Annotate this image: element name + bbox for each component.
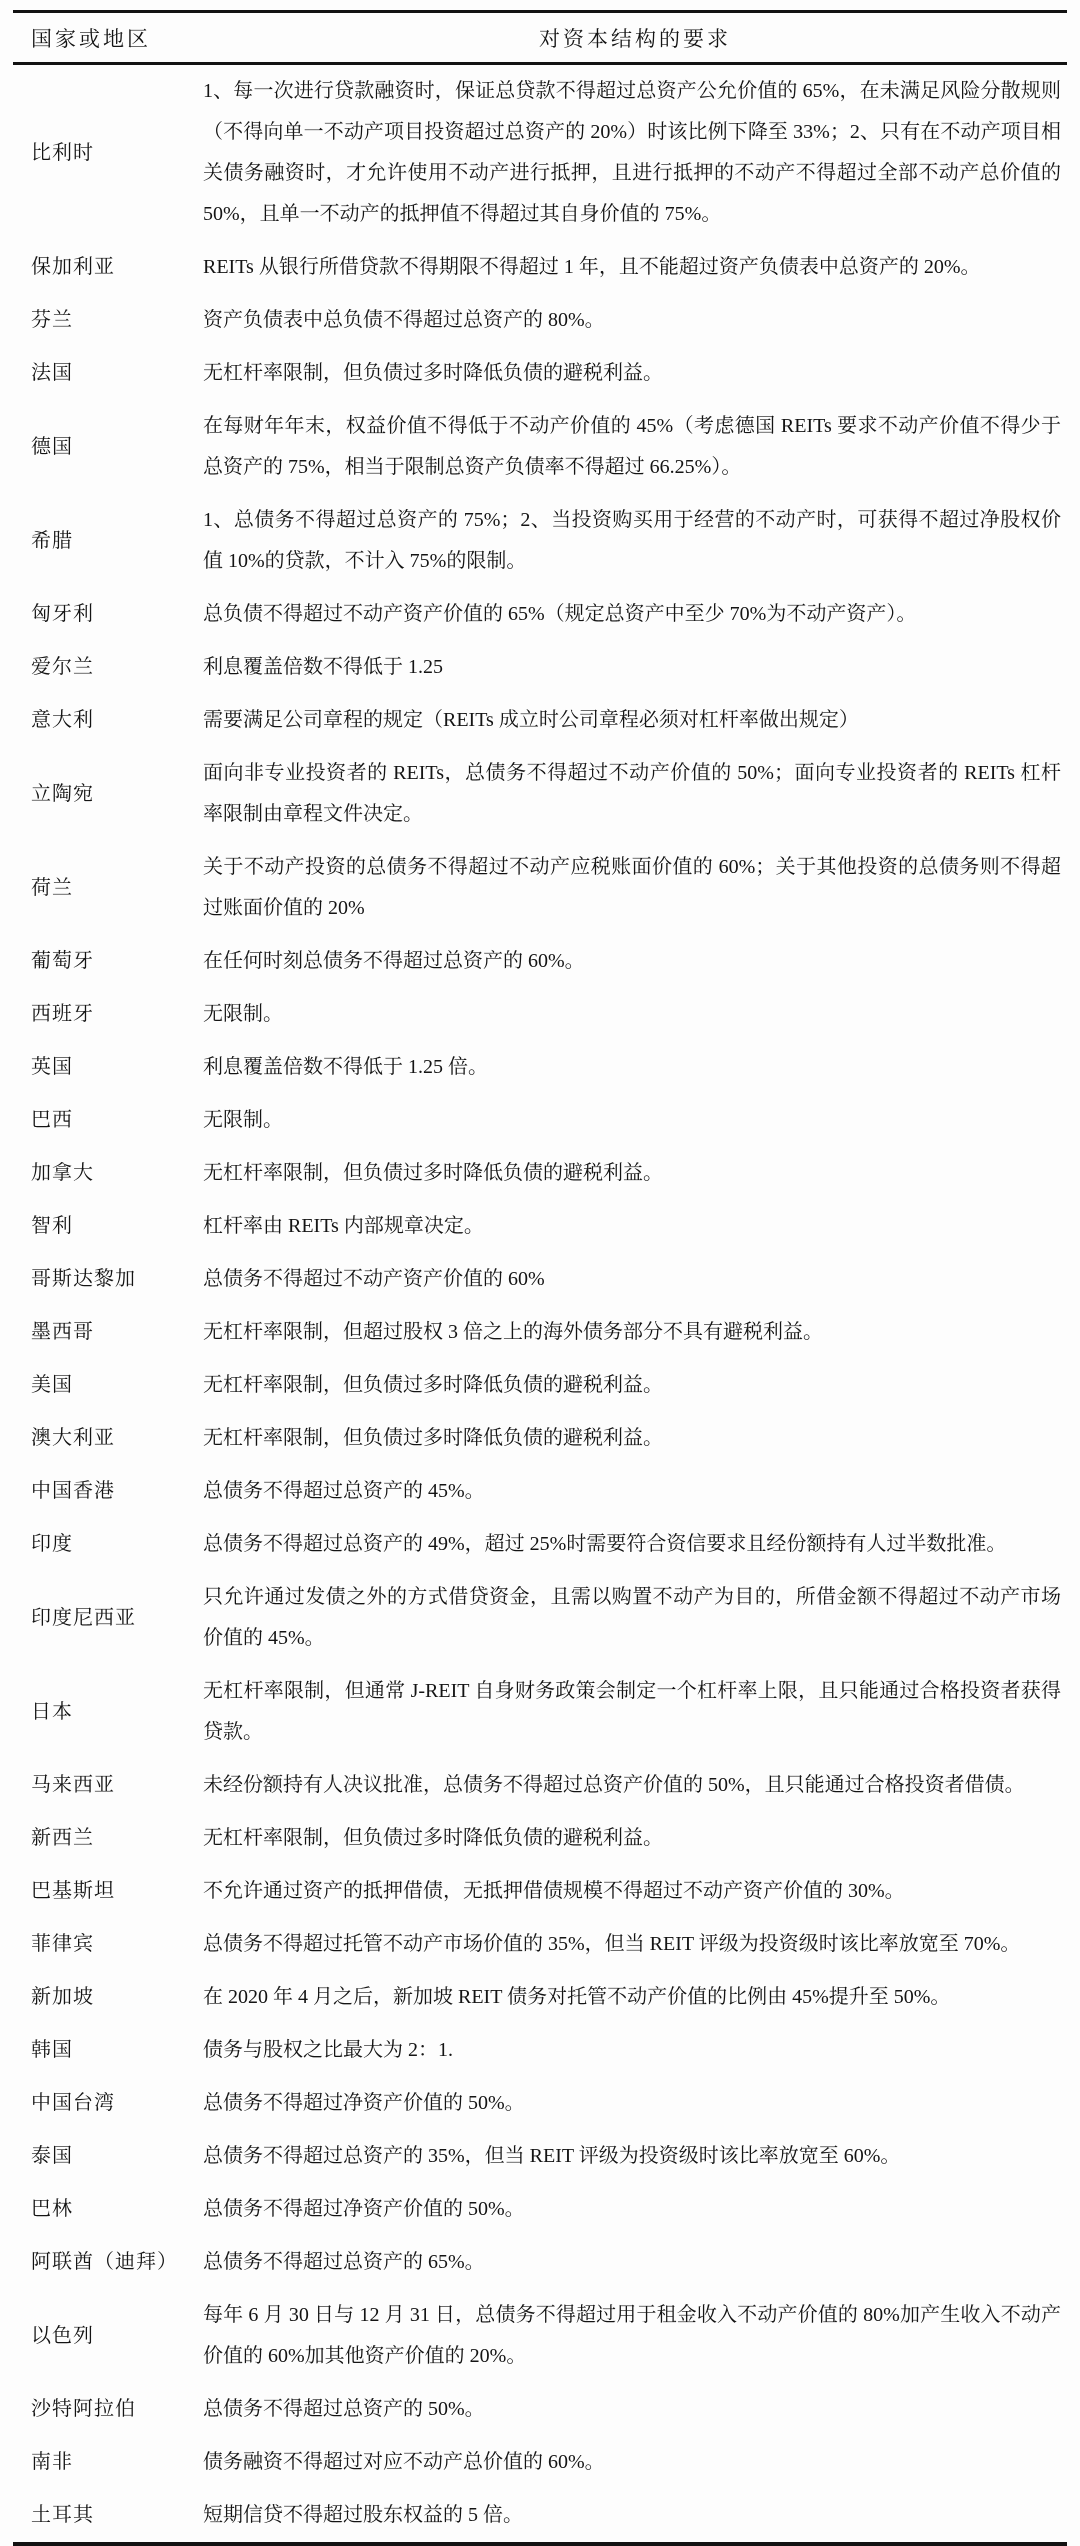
requirement-cell: 利息覆盖倍数不得低于 1.25 xyxy=(203,656,443,678)
country-cell: 日本 xyxy=(31,1700,73,1723)
requirement-cell: 总负债不得超过不动产资产价值的 65%（规定总资产中至少 70%为不动产资产）。 xyxy=(203,603,917,625)
requirement-cell: 关于不动产投资的总债务不得超过不动产应税账面价值的 60%；关于其他投资的总债务则不得超过账面价值的 20% xyxy=(203,856,1061,919)
country-cell: 印度尼西亚 xyxy=(31,1606,136,1629)
country-cell: 保加利亚 xyxy=(31,256,115,278)
requirement-cell: 资产负债表中总负债不得超过总资产的 80%。 xyxy=(203,309,605,331)
table-row xyxy=(13,494,1067,588)
country-cell: 法国 xyxy=(31,362,73,384)
requirement-cell: 不允许通过资产的抵押借债，无抵押借债规模不得超过不动产资产价值的 30%。 xyxy=(203,1880,905,1902)
country-cell: 加拿大 xyxy=(31,1162,94,1184)
requirement-cell: 短期信贷不得超过股东权益的 5 倍。 xyxy=(203,2504,523,2526)
table-row xyxy=(13,1253,1067,1306)
table-row xyxy=(13,1147,1067,1200)
requirement-cell: 在 2020 年 4 月之后，新加坡 REIT 债务对托管不动产价值的比例由 45%提升至 50%。 xyxy=(203,1986,951,2008)
country-cell: 中国台湾 xyxy=(31,2092,115,2114)
requirement-cell: 每年 6 月 30 日与 12 月 31 日，总债务不得超过用于租金收入不动产价值的 80%加产生收入不动产价值的 60%加其他资产价值的 20%。 xyxy=(203,2304,1061,2367)
country-cell: 巴基斯坦 xyxy=(31,1880,115,1902)
country-cell: 阿联酋（迪拜） xyxy=(31,2251,178,2273)
requirement-cell: 只允许通过发债之外的方式借贷资金，且需以购置不动产为目的，所借金额不得超过不动产市场价值的 45%。 xyxy=(203,1586,1061,1649)
requirement-cell: 无杠杆率限制，但负债过多时降低负债的避税利益。 xyxy=(203,1827,663,1849)
header-row xyxy=(13,12,1067,64)
country-cell: 马来西亚 xyxy=(31,1774,115,1796)
requirement-cell: 在任何时刻总债务不得超过总资产的 60%。 xyxy=(203,950,585,972)
table-row xyxy=(13,1918,1067,1971)
table-row xyxy=(13,241,1067,294)
requirement-cell: 总债务不得超过托管不动产市场价值的 35%，但当 REIT 评级为投资级时该比率放宽至 70%。 xyxy=(203,1933,1021,1955)
requirement-cell: 债务融资不得超过对应不动产总价值的 60%。 xyxy=(203,2451,605,2473)
requirement-cell: 利息覆盖倍数不得低于 1.25 倍。 xyxy=(203,1056,488,1078)
requirement-cell: 杠杆率由 REITs 内部规章决定。 xyxy=(203,1215,484,1237)
requirement-cell: 总债务不得超过总资产的 65%。 xyxy=(203,2251,485,2273)
table-row xyxy=(13,1359,1067,1412)
table-row xyxy=(13,1518,1067,1571)
header-requirement: 对资本结构的要求 xyxy=(203,12,1067,64)
country-cell: 中国香港 xyxy=(31,1480,115,1502)
country-cell: 美国 xyxy=(31,1374,73,1396)
country-cell: 新加坡 xyxy=(31,1986,94,2008)
table-row xyxy=(13,400,1067,494)
table-row xyxy=(13,347,1067,400)
country-cell: 立陶宛 xyxy=(31,782,94,805)
country-cell: 印度 xyxy=(31,1533,73,1555)
country-cell: 西班牙 xyxy=(31,1003,94,1025)
requirement-cell: 无杠杆率限制，但负债过多时降低负债的避税利益。 xyxy=(203,1162,663,1184)
table-row xyxy=(13,694,1067,747)
table-row xyxy=(13,1865,1067,1918)
country-cell: 芬兰 xyxy=(31,309,73,331)
table-row xyxy=(13,1200,1067,1253)
requirement-cell: 无杠杆率限制，但负债过多时降低负债的避税利益。 xyxy=(203,1427,663,1449)
country-cell: 希腊 xyxy=(31,529,73,552)
country-cell: 荷兰 xyxy=(31,876,73,899)
requirement-cell: 1、每一次进行贷款融资时，保证总贷款不得超过总资产公允价值的 65%，在未满足风险分散规则（不得向单一不动产项目投资超过总资产的 20%）时该比例下降至 33%；2、只有在不动产项目相关债务融资时，才允许使用不动产进行抵押，且进行抵押的不动产不得超过全部不动产总价值的 50%，且单一不动产的抵押值不得超过其自身价值的 75%。 xyxy=(203,80,1061,225)
requirement-cell: 总债务不得超过不动产资产价值的 60% xyxy=(203,1268,545,1290)
table-row xyxy=(13,1306,1067,1359)
requirement-cell: 面向非专业投资者的 REITs，总债务不得超过不动产价值的 50%；面向专业投资者的 REITs 杠杆率限制由章程文件决定。 xyxy=(203,762,1061,825)
table-row xyxy=(13,2383,1067,2436)
country-cell: 新西兰 xyxy=(31,1827,94,1849)
requirement-cell: 总债务不得超过总资产的 35%，但当 REIT 评级为投资级时该比率放宽至 60%。 xyxy=(203,2145,901,2167)
requirement-cell: 总债务不得超过总资产的 50%。 xyxy=(203,2398,485,2420)
requirement-cell: 无杠杆率限制，但负债过多时降低负债的避税利益。 xyxy=(203,1374,663,1396)
header-country: 国家或地区 xyxy=(13,12,203,64)
table-row xyxy=(13,2130,1067,2183)
country-cell: 以色列 xyxy=(31,2324,94,2347)
country-cell: 哥斯达黎加 xyxy=(31,1268,136,1290)
capital-structure-table xyxy=(13,10,1067,2546)
country-cell: 土耳其 xyxy=(31,2504,94,2526)
table-row xyxy=(13,1412,1067,1465)
requirement-cell: REITs 从银行所借贷款不得期限不得超过 1 年，且不能超过资产负债表中总资产的 20%。 xyxy=(203,256,981,278)
country-cell: 泰国 xyxy=(31,2145,73,2167)
table-row xyxy=(13,1812,1067,1865)
table-row xyxy=(13,1094,1067,1147)
table-row xyxy=(13,2077,1067,2130)
country-cell: 巴林 xyxy=(31,2198,73,2220)
country-cell: 墨西哥 xyxy=(31,1321,94,1343)
country-cell: 比利时 xyxy=(31,141,94,164)
table-row xyxy=(13,2289,1067,2383)
country-cell: 德国 xyxy=(31,435,73,458)
table-row xyxy=(13,1465,1067,1518)
table-row xyxy=(13,988,1067,1041)
requirement-cell: 无杠杆率限制，但负债过多时降低负债的避税利益。 xyxy=(203,362,663,384)
country-cell: 爱尔兰 xyxy=(31,656,94,678)
requirement-cell: 无杠杆率限制，但超过股权 3 倍之上的海外债务部分不具有避税利益。 xyxy=(203,1321,823,1343)
table-row xyxy=(13,747,1067,841)
country-cell: 英国 xyxy=(31,1056,73,1078)
country-cell: 巴西 xyxy=(31,1109,73,1131)
table-row xyxy=(13,588,1067,641)
table-row xyxy=(13,841,1067,935)
country-cell: 南非 xyxy=(31,2451,73,2473)
requirement-cell: 无限制。 xyxy=(203,1109,283,1131)
table-row xyxy=(13,935,1067,988)
table-row xyxy=(13,2236,1067,2289)
country-cell: 沙特阿拉伯 xyxy=(31,2398,136,2420)
requirement-cell: 无限制。 xyxy=(203,1003,283,1025)
table-row xyxy=(13,2436,1067,2489)
table-row xyxy=(13,1971,1067,2024)
country-cell: 匈牙利 xyxy=(31,603,94,625)
country-cell: 韩国 xyxy=(31,2039,73,2061)
requirement-cell: 债务与股权之比最大为 2：1. xyxy=(203,2039,453,2061)
table-row xyxy=(13,1571,1067,1665)
table-row xyxy=(13,294,1067,347)
table-row xyxy=(13,64,1067,242)
requirement-cell: 未经份额持有人决议批准，总债务不得超过总资产价值的 50%，且只能通过合格投资者借债。 xyxy=(203,1774,1025,1796)
requirement-cell: 总债务不得超过净资产价值的 50%。 xyxy=(203,2092,525,2114)
table-row xyxy=(13,2024,1067,2077)
requirement-cell: 需要满足公司章程的规定（REITs 成立时公司章程必须对杠杆率做出规定） xyxy=(203,709,859,731)
country-cell: 智利 xyxy=(31,1215,73,1237)
table-header xyxy=(13,12,1067,64)
requirement-cell: 总债务不得超过总资产的 45%。 xyxy=(203,1480,485,1502)
requirement-cell: 无杠杆率限制，但通常 J-REIT 自身财务政策会制定一个杠杆率上限，且只能通过合格投资者获得贷款。 xyxy=(203,1680,1061,1743)
country-cell: 菲律宾 xyxy=(31,1933,94,1955)
country-cell: 意大利 xyxy=(31,709,94,731)
table-body xyxy=(13,64,1067,2545)
table-row xyxy=(13,2183,1067,2236)
requirement-cell: 总债务不得超过净资产价值的 50%。 xyxy=(203,2198,525,2220)
country-cell: 葡萄牙 xyxy=(31,950,94,972)
requirement-cell: 在每财年年末，权益价值不得低于不动产价值的 45%（考虑德国 REITs 要求不动产价值不得少于总资产的 75%，相当于限制总资产负债率不得超过 66.25%）。 xyxy=(203,415,1061,478)
table-row xyxy=(13,1041,1067,1094)
table-row xyxy=(13,1759,1067,1812)
table-row xyxy=(13,2489,1067,2544)
table-row xyxy=(13,1665,1067,1759)
table-row xyxy=(13,641,1067,694)
country-cell: 澳大利亚 xyxy=(31,1427,115,1449)
requirement-cell: 1、总债务不得超过总资产的 75%；2、当投资购买用于经营的不动产时，可获得不超过净股权价值 10%的贷款，不计入 75%的限制。 xyxy=(203,509,1061,572)
requirement-cell: 总债务不得超过总资产的 49%，超过 25%时需要符合资信要求且经份额持有人过半数批准。 xyxy=(203,1533,1007,1555)
